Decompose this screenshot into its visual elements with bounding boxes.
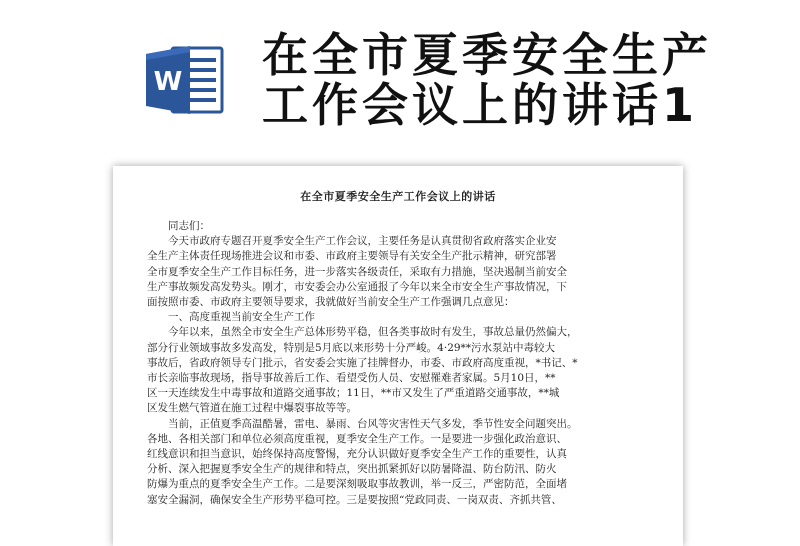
word-document-icon (142, 38, 226, 122)
document-line: 红线意识和担当意识，始终保持高度警惕，充分认识做好夏季安全生产工作的重要性，认真 (147, 448, 567, 461)
document-line: 区一天连续发生中毒事故和道路交通事故；11日，**市又发生了严重道路交通事故，**城 (147, 387, 560, 400)
document-line: 塞安全漏洞，确保安全生产形势平稳可控。三是要按照“党政同责、一岗双责、齐抓共管、 (147, 493, 562, 506)
header (0, 0, 800, 150)
document-line: 各地、各相关部门和单位必须高度重视，夏季安全生产工作。一是要进一步强化政治意识、 (147, 432, 567, 445)
document-line: 今年以来，虽然全市安全生产总体形势平稳，但各类事故时有发生，事故总量仍然偏大， (168, 326, 578, 339)
document-body (147, 219, 649, 508)
document-line: 市长亲临事故现场，指导事故善后工作、看望受伤人员、安慰罹难者家属。5月10日，** (147, 372, 556, 385)
document-line: 面按照市委、市政府主要领导要求，我就做好当前安全生产工作强调几点意见： (147, 296, 515, 309)
document-line: 一、高度重视当前安全生产工作 (168, 311, 315, 324)
title-line-2: 工作会议上的讲话1 (262, 78, 699, 132)
document-line: 全生产主体责任现场推进会议和市委、市政府主要领导有关安全生产批示精神，研究部署 (147, 250, 557, 263)
document-line: 区发生燃气管道在施工过程中爆裂事故等等。 (147, 402, 357, 415)
document-line: 生产事故频发高发势头。刚才，市安委会办公室通报了今年以来全市安全生产事故情况，下 (147, 280, 567, 293)
document-line: 事故后，省政府领导专门批示，省安委会实施了挂牌督办，市委、市政府高度重视，*书记、* (147, 356, 578, 369)
document-line: 分析、深入把握夏季安全生产的规律和特点，突出抓紧抓好以防暑降温、防台防汛、防火 (147, 463, 557, 476)
document-line: 全市夏季安全生产工作目标任务，进一步落实各级责任，采取有力措施，坚决遏制当前安全 (147, 265, 567, 278)
word-letter: W (153, 67, 183, 97)
document-line: 今天市政府专题召开夏季安全生产工作会议，主要任务是认真贯彻省政府落实企业安 (168, 235, 557, 248)
document-line: 部分行业领域事故多发高发，特别是5月底以来形势十分严峻。4·29**污水泵站中毒较大 (147, 341, 556, 354)
document-title: 在全市夏季安全生产工作会议上的讲话 (300, 190, 496, 203)
document-line: 当前，正值夏季高温酷暑，雷电、暴雨、台风等灾害性天气多发，季节性安全问题突出。 (168, 417, 578, 430)
title-line-1: 在全市夏季安全生产 (262, 28, 712, 82)
page-title (262, 30, 782, 130)
document-line: 同志们： (168, 220, 210, 232)
document-line: 防爆为重点的夏季安全生产工作。二是要深刻吸取事故教训，举一反三，严密防范，全面堵 (147, 478, 567, 491)
document-page (113, 166, 683, 546)
